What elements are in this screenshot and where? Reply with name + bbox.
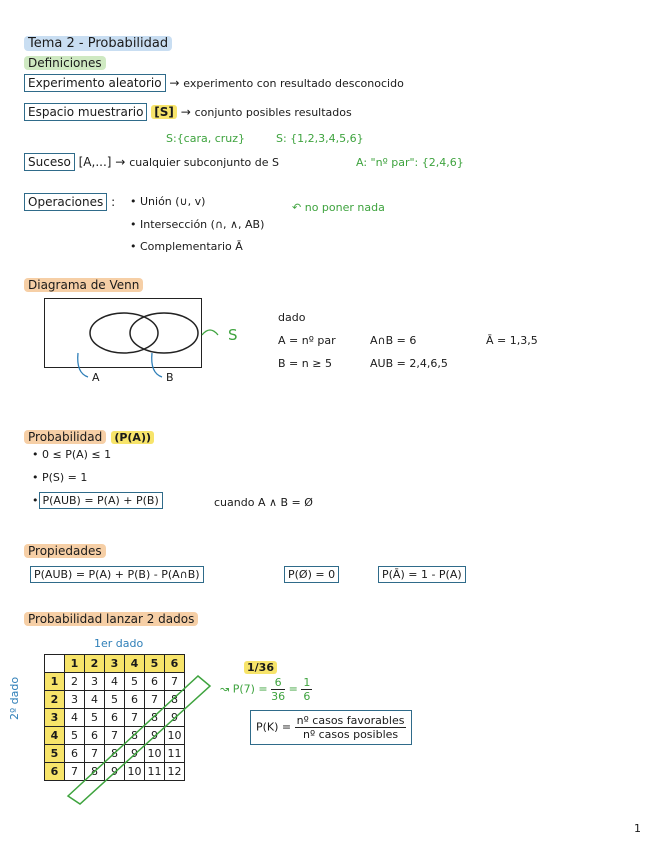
page-title: Tema 2 - Probabilidad <box>24 32 172 51</box>
table-header-cell: 3 <box>105 655 125 673</box>
table-header-cell: 2 <box>85 655 105 673</box>
second-die-label: 2º dado <box>8 676 21 720</box>
arrow-a-icon <box>78 353 88 377</box>
definition-espacio: Espacio muestrario [S] → conjunto posibles resultados <box>24 105 352 119</box>
operaciones-label: Operaciones : <box>24 195 115 209</box>
property-union: P(AUB) = P(A) + P(B) - P(A∩B) <box>30 566 204 583</box>
prob-axiom-3: • P(AUB) = P(A) + P(B) <box>32 494 163 507</box>
table-row: 2 3 4 5 6 7 8 <box>45 691 185 709</box>
venn-label-a: A <box>92 371 100 384</box>
venn-circle-b <box>130 313 198 353</box>
venn-circle-a <box>90 313 158 353</box>
venn-label-s: S <box>228 326 238 344</box>
section-heading-definiciones: Definiciones <box>24 52 106 71</box>
prob-axiom-3-condition: cuando A ∧ B = Ø <box>214 496 313 509</box>
property-empty: P(Ø) = 0 <box>284 566 339 583</box>
first-die-label: 1er dado <box>94 637 144 650</box>
arrow-s-icon <box>202 330 218 335</box>
venn-diagram <box>40 295 260 395</box>
op-union: • Unión (∪, v) <box>130 195 206 208</box>
arrow-icon: ↶ <box>292 201 302 214</box>
term-espacio: Espacio muestrario <box>24 103 147 121</box>
pk-formula: P(K) = $\frac{\text{nº casos favorables}}{\text{nº casos posibles}}$ <box>250 710 412 745</box>
table-header-cell: 1 <box>65 655 85 673</box>
one-in-36-badge: 1/36 <box>244 656 277 675</box>
venn-a-def: A = nº par <box>278 334 336 347</box>
table-row: 5 6 7 8 9 10 11 <box>45 745 185 763</box>
venn-dado: dado <box>278 311 306 324</box>
espacio-symbol: [S] <box>151 105 177 119</box>
venn-a-or-b: AUB = 2,4,6,5 <box>370 357 448 370</box>
diagonal-sevens-highlight <box>60 668 220 808</box>
section-heading-propiedades: Propiedades <box>24 540 106 559</box>
section-heading-probabilidad: Probabilidad (P(A)) <box>24 426 154 445</box>
table-row: 1 2 3 4 5 6 7 <box>45 673 185 691</box>
definition-suceso: Suceso [A,...] → cualquier subconjunto de S <box>24 155 279 169</box>
term-suceso: Suceso <box>24 153 75 171</box>
op-interseccion-note: ↶ no poner nada <box>292 201 385 214</box>
venn-a-complement: Ā = 1,3,5 <box>486 334 538 347</box>
espacio-example-die: S: {1,2,3,4,5,6} <box>276 132 364 145</box>
p7-formula: ↝ P(7) = $\frac{6}{36}$ = $\frac{1}{6}$ <box>220 676 311 703</box>
arrow-icon: ↝ <box>220 682 230 696</box>
definition-experimento: Experimento aleatorio → experimento con resultado desconocido <box>24 76 404 90</box>
section-heading-venn: Diagrama de Venn <box>24 274 143 293</box>
table-row: 3 4 5 6 7 8 9 <box>45 709 185 727</box>
term-experimento: Experimento aleatorio <box>24 74 166 92</box>
prob-axiom-2: • P(S) = 1 <box>32 471 88 484</box>
arrow-b-icon <box>152 353 162 377</box>
venn-b-def: B = n ≥ 5 <box>278 357 332 370</box>
op-complementario: • Complementario Ā <box>130 240 243 253</box>
arrow-icon: → <box>115 155 126 169</box>
table-header-cell: 4 <box>125 655 145 673</box>
table-header-cell: 6 <box>165 655 185 673</box>
venn-label-b: B <box>166 371 174 384</box>
property-complement: P(Ā) = 1 - P(A) <box>378 566 466 583</box>
op-interseccion: • Intersección (∩, ∧, AB) <box>130 218 265 231</box>
section-heading-dados: Probabilidad lanzar 2 dados <box>24 608 198 627</box>
page-number: 1 <box>634 822 641 835</box>
table-row: 6 7 8 9 10 11 12 <box>45 763 185 781</box>
table-row: 4 5 6 7 8 9 10 <box>45 727 185 745</box>
espacio-example-coin: S:{cara, cruz} <box>166 132 246 145</box>
table-header-cell: 5 <box>145 655 165 673</box>
arrow-icon: → <box>169 76 180 90</box>
prob-axiom-1: • 0 ≤ P(A) ≤ 1 <box>32 448 112 461</box>
suceso-example: A: "nº par": {2,4,6} <box>356 156 464 169</box>
arrow-icon: → <box>180 105 191 119</box>
venn-a-and-b: A∩B = 6 <box>370 334 417 347</box>
